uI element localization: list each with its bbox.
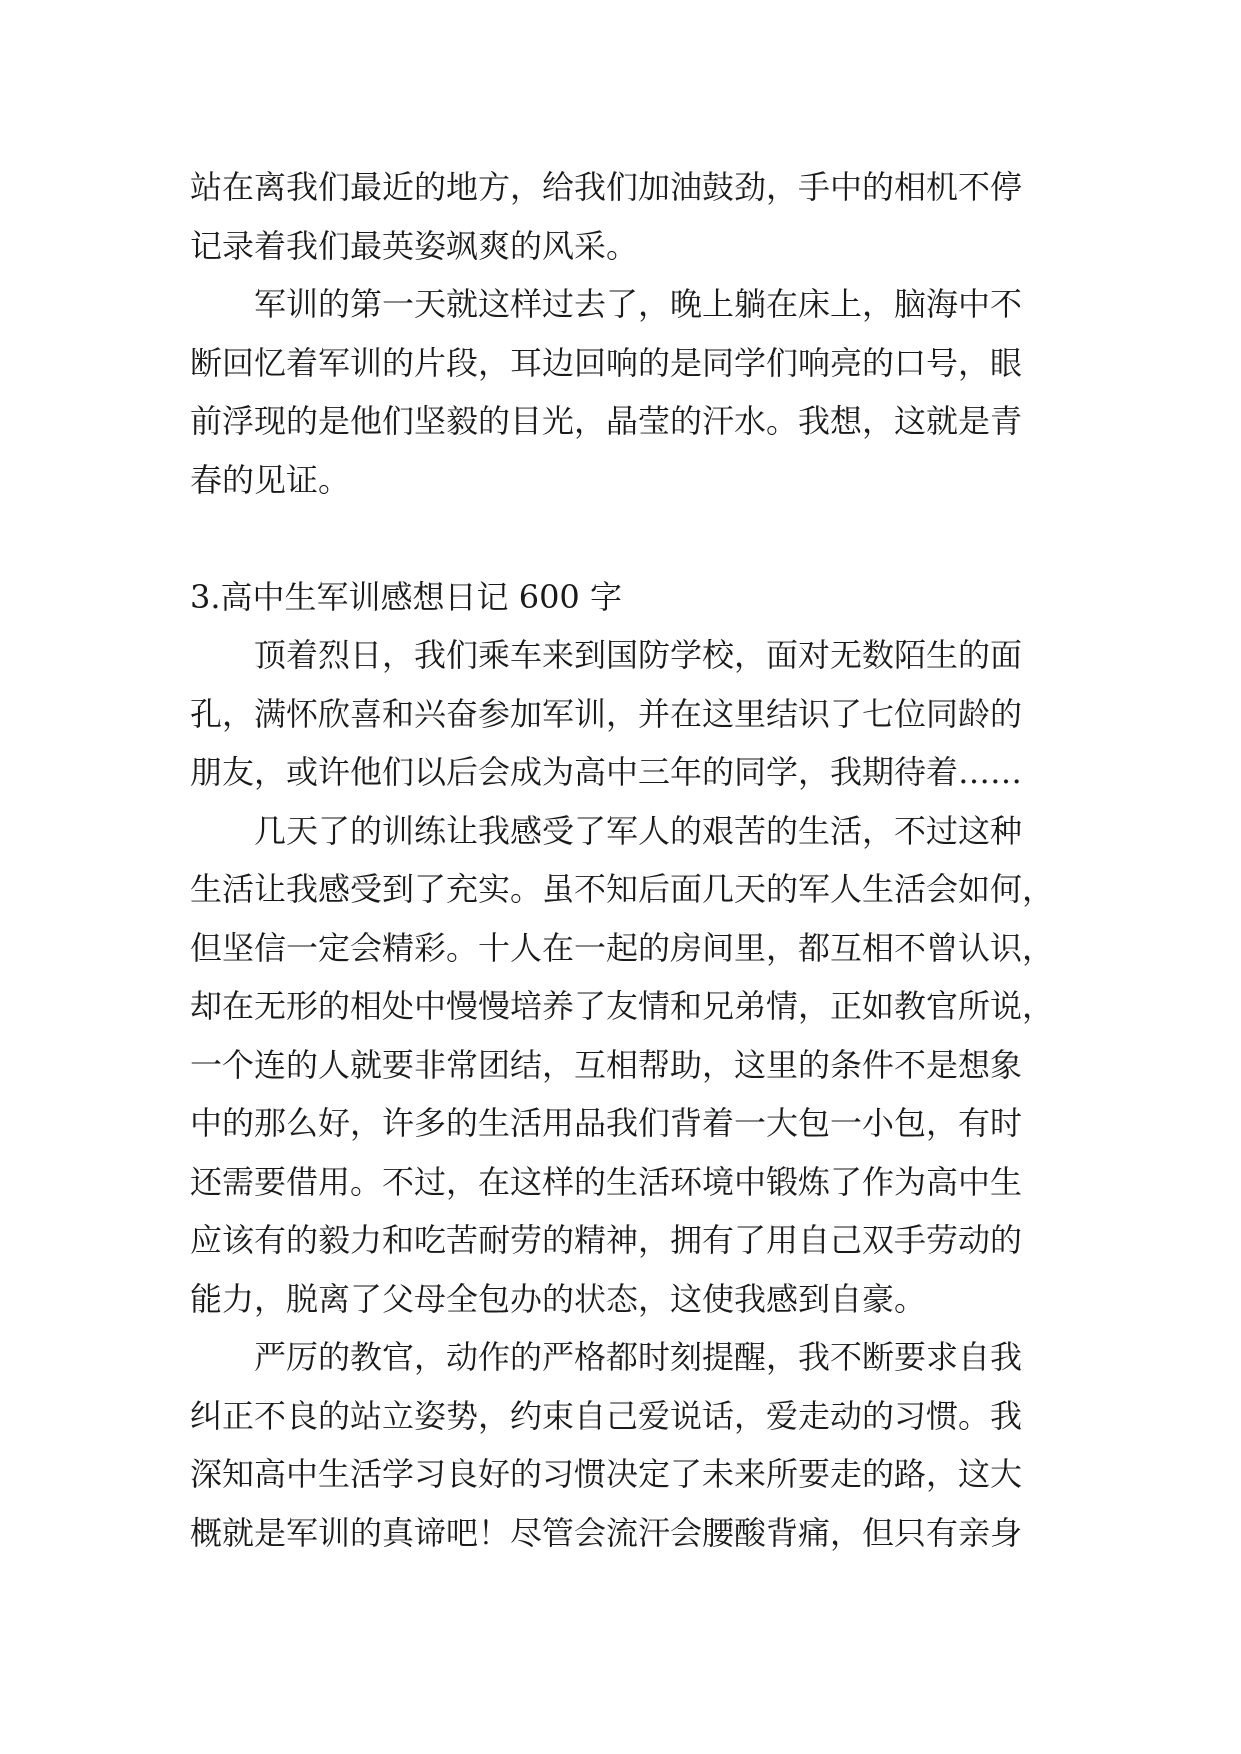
paragraph-2 xyxy=(190,275,1050,509)
text-line: 深知高中生活学习良好的习惯决定了未来所要走的路，这大 xyxy=(190,1455,1023,1493)
text-line: 严厉的教官，动作的严格都时刻提醒，我不断要求自我 xyxy=(254,1338,1023,1376)
text-line: 却在无形的相处中慢慢培养了友情和兄弟情，正如教官所说， xyxy=(190,987,1055,1025)
text-line: 能力，脱离了父母全包办的状态，这使我感到自豪。 xyxy=(190,1279,927,1318)
text-line: 但坚信一定会精彩。十人在一起的房间里，都互相不曾认识， xyxy=(190,928,1055,967)
document-body xyxy=(190,158,1055,1562)
text-line: 断回忆着军训的片段，耳边回响的是同学们响亮的口号，眼 xyxy=(190,343,1023,382)
paragraph-4 xyxy=(190,802,1055,1329)
text-line: 军训的第一天就这样过去了，晚上躺在床上，脑海中不 xyxy=(254,285,1023,323)
section-spacer xyxy=(190,509,1050,568)
text-line: 纠正不良的站立姿势，约束自己爱说话，爱走动的习惯。我 xyxy=(190,1396,1023,1435)
paragraph-3 xyxy=(190,626,1050,802)
paragraph-1 xyxy=(190,158,1050,275)
text-line: 记录着我们最英姿飒爽的风采。 xyxy=(190,226,639,265)
text-line: 一个连的人就要非常团结，互相帮助，这里的条件不是想象 xyxy=(190,1045,1023,1084)
text-line: 前浮现的是他们坚毅的目光，晶莹的汗水。我想，这就是青 xyxy=(190,402,1023,440)
text-line: 中的那么好，许多的生活用品我们背着一大包一小包，有时 xyxy=(190,1104,1023,1142)
text-line: 还需要借用。不过，在这样的生活环境中锻炼了作为高中生 xyxy=(190,1162,1023,1201)
text-line: 站在离我们最近的地方，给我们加油鼓劲，手中的相机不停 xyxy=(190,168,1023,206)
text-line: 朋友，或许他们以后会成为高中三年的同学，我期待着…… xyxy=(190,753,1023,791)
text-line: 春的见证。 xyxy=(190,460,351,499)
text-line: 孔，满怀欣喜和兴奋参加军训，并在这里结识了七位同龄的 xyxy=(190,694,1023,733)
text-line: 应该有的毅力和吃苦耐劳的精神，拥有了用自己双手劳动的 xyxy=(190,1221,1023,1259)
text-line: 概就是军训的真谛吧！尽管会流汗会腰酸背痛，但只有亲身 xyxy=(190,1513,1023,1552)
text-line: 顶着烈日，我们乘车来到国防学校，面对无数陌生的面 xyxy=(254,636,1023,674)
text-line: 生活让我感受到了充实。虽不知后面几天的军人生活会如何， xyxy=(190,870,1055,908)
paragraph-5 xyxy=(190,1328,1050,1562)
text-line: 几天了的训练让我感受了军人的艰苦的生活，不过这种 xyxy=(254,811,1023,850)
section-heading: 3.高中生军训感想日记 600 字 xyxy=(190,577,622,616)
